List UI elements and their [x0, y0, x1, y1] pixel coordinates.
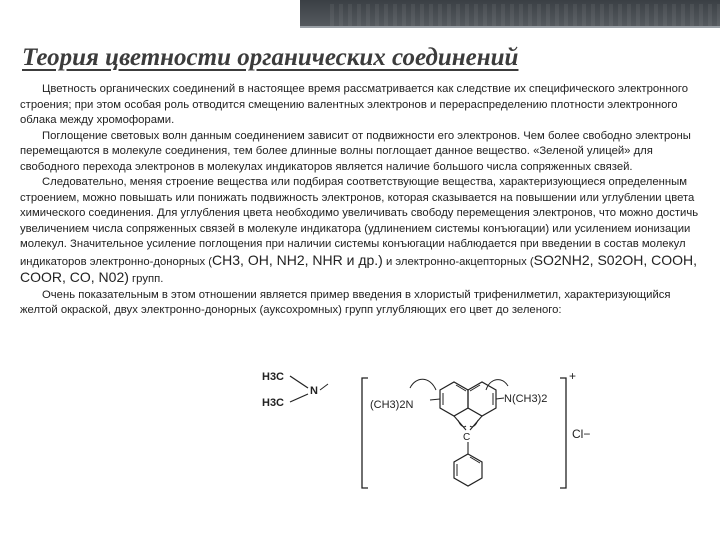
methyl-bottom-label: H3C	[262, 397, 285, 409]
paragraph-3	[20, 175, 702, 288]
header-stripes	[330, 4, 720, 26]
central-carbon-label: C	[463, 432, 471, 443]
benzene-ring-bottom	[454, 454, 482, 486]
right-amine-label: N(CH3)2	[504, 393, 548, 405]
benzene-ring-left	[440, 382, 468, 416]
left-bracket	[362, 378, 368, 488]
bond-line	[430, 399, 440, 400]
bond-line	[290, 394, 308, 402]
bond-line	[470, 416, 482, 430]
bond-line	[320, 384, 328, 390]
bond-line	[454, 416, 466, 430]
paragraph-2: Поглощение световых волн данным соединением зависит от подвижности его электронов. Чем более свободно электроны перемещаются в молекуле соединения, тем более длинные волны поглощает данное вещество. «Зеленой улицей» для свободного перехода электронов в молекулах индикаторов является наличие большого числа сопряженных связей.	[20, 129, 691, 173]
electron-arrow	[486, 380, 508, 390]
acceptor-groups: SO2NH2, S02OH, COOH, COOR, CO, N02)	[20, 251, 698, 285]
paragraph-3-mid: и электронно-акцепторных (	[382, 255, 534, 268]
bond-line	[496, 398, 504, 399]
header-underline	[300, 26, 720, 28]
page-title: Теория цветности органических соединений	[22, 44, 519, 71]
electron-arrow	[410, 379, 436, 390]
paragraph-1: Цветность органических соединений в настоящее время рассматривается как следствие их специфического электронного строения; при этом особая роль отводится смещению валентных электронов и перераспределению плотности электронного облака между хромофорами.	[20, 83, 689, 126]
electron-arrow	[470, 420, 478, 427]
electron-arrow	[458, 420, 466, 427]
paragraph-3-end: групп.	[128, 273, 164, 285]
benzene-ring-right	[468, 382, 496, 416]
right-bracket	[560, 378, 566, 488]
header-bar	[0, 0, 720, 28]
methyl-top-label: H3C	[262, 371, 285, 383]
chemical-structure	[240, 360, 620, 495]
body-text	[20, 82, 702, 319]
nitrogen-label: N	[310, 385, 318, 397]
paragraph-3-text: Следовательно, меняя строение вещества или подбирая соответствующие вещества, характеризующиеся определенным строением, можно повышать или понижать подвижность электронов, которая сказывается на повышении или углублении цвета химического соединения. Для углубления цвета необходимо увеличивать свободу перемещения электронов, что можно достичь увеличением числа сопряженных связей в молекуле индикатора (удлинением системы конъюгации) или усилением ионизации молекул. Значительное усиление поглощения при наличии системы конъюгации наблюдается при введении в состав молекул индикаторов электронно-донорных (	[20, 176, 699, 268]
charge-label: +	[569, 369, 577, 383]
counter-ion-label: Cl−	[572, 427, 591, 441]
donor-groups: CH3, OH, NH2, NHR и др.)	[212, 251, 383, 268]
paragraph-4: Очень показательным в этом отношении является пример введения в хлористый трифенилметил, характеризующийся желтой окраской, двух электронно-донорных (ауксохромных) групп углубляющих его цвет до зеленого:	[20, 288, 671, 316]
bond-line	[290, 376, 308, 388]
left-amine-label: (CH3)2N	[370, 399, 414, 411]
